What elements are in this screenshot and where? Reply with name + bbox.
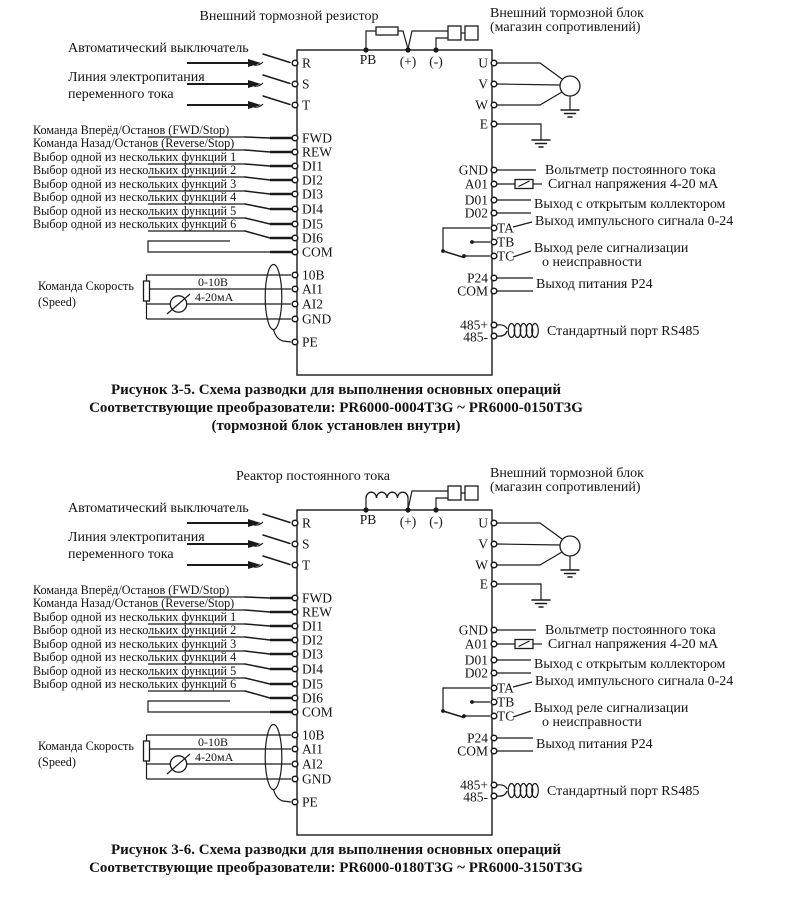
figure1-caption-line2: Соответствующие преобразователи: PR6000-0004T3G ~ PR6000-0150T3G: [89, 400, 583, 416]
brake-resistor-symbol: [366, 27, 408, 49]
figure2-caption-line1: Рисунок 3-6. Схема разводки для выполнения основных операций: [110, 842, 562, 858]
figure-3-6: [0, 456, 787, 912]
figure1-caption-line1: Рисунок 3-5. Схема разводки для выполнения основных операций: [110, 382, 562, 398]
figure2-title: Реактор постоянного тока: [235, 469, 391, 484]
figure1-caption-line3: (тормозной блок установлен внутри): [211, 418, 461, 434]
dc-reactor-symbol: [366, 492, 408, 509]
figure2-caption-line2: Соответствующие преобразователи: PR6000-0180T3G ~ PR6000-3150T3G: [89, 860, 583, 876]
figure1-title: Внешний тормозной резистор: [199, 9, 379, 24]
